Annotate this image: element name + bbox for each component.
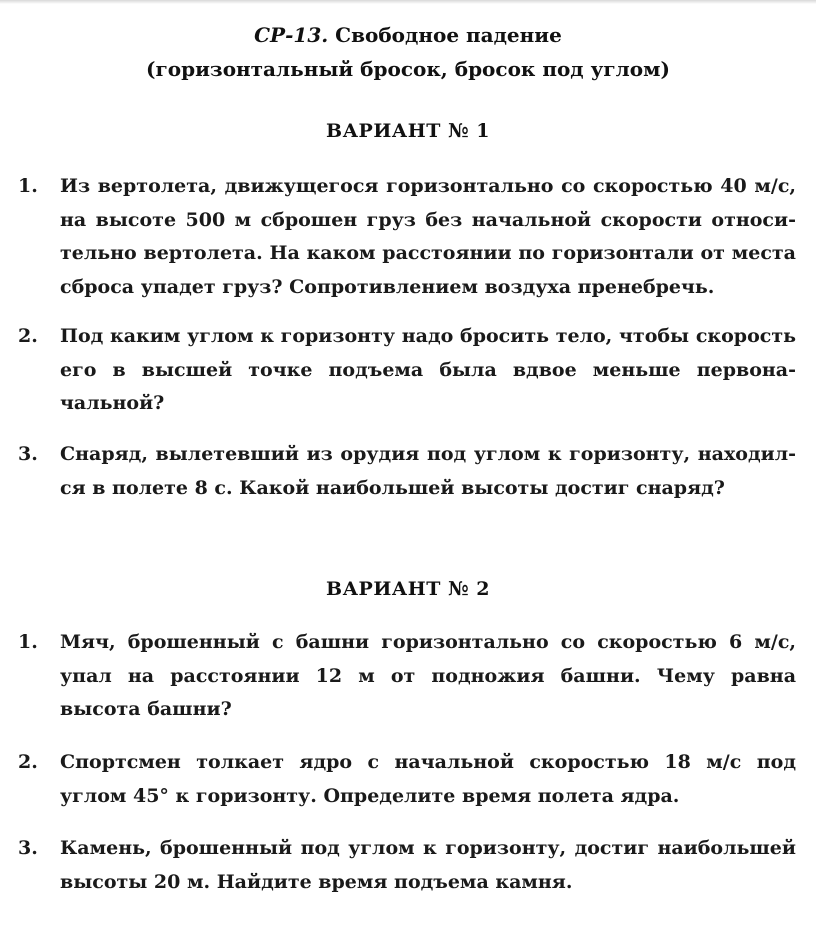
title-code: СР-13.	[254, 23, 329, 47]
problem-number: 1.	[18, 175, 38, 197]
page-subtitle: (горизонтальный бросок, бросок под углом)	[146, 57, 670, 81]
title-block	[0, 18, 816, 86]
problem-text: Камень, брошенный под углом к горизонту, достиг наибольшей высоты 20 м. Найдите время подъема камня.	[60, 837, 796, 893]
problem-number: 2.	[18, 751, 38, 773]
problem-text: Спортсмен толкает ядро с начальной скоростью 18 м/с под углом 45° к горизонту. Определите время полета ядра.	[60, 751, 796, 807]
problem-text: Мяч, брошенный с башни горизонтально со скоростью 6 м/с, упал на расстоянии 12 м от подножия башни. Чему равна высота башни?	[60, 631, 796, 720]
problem-number: 3.	[18, 837, 38, 859]
variant-2-heading: ВАРИАНТ № 2	[326, 578, 490, 600]
problem-number: 2.	[18, 325, 38, 347]
problem-number: 3.	[18, 443, 38, 465]
variant-1-problem-2	[18, 320, 796, 421]
variant-2-problem-3	[18, 832, 796, 899]
problem-text: Из вертолета, движущегося горизонтально со скоростью 40 м/с, на высоте 500 м сброшен груз без начальной скорости относительно вертолета. На каком расстоянии по горизонтали от места сброса упадет груз? Сопротивлением воздуха пренебречь.	[60, 175, 796, 298]
title-main: Свободное падение	[335, 23, 562, 47]
variant-2-problem-2	[18, 746, 796, 813]
problem-text: Снаряд, вылетевший из орудия под углом к горизонту, находился в полете 8 с. Какой наибольшей высоты достиг снаряд?	[60, 443, 796, 499]
variant-1-heading: ВАРИАНТ № 1	[326, 120, 490, 142]
variant-1-problem-1	[18, 170, 796, 304]
top-rule	[0, 0, 816, 4]
variant-1-problem-3	[18, 438, 796, 505]
variant-2-problem-1	[18, 626, 796, 727]
page-title	[0, 18, 816, 52]
problem-text: Под каким углом к горизонту надо бросить тело, чтобы скорость его в высшей точке подъема была вдвое меньше первоначальной?	[60, 325, 796, 414]
problem-number: 1.	[18, 631, 38, 653]
